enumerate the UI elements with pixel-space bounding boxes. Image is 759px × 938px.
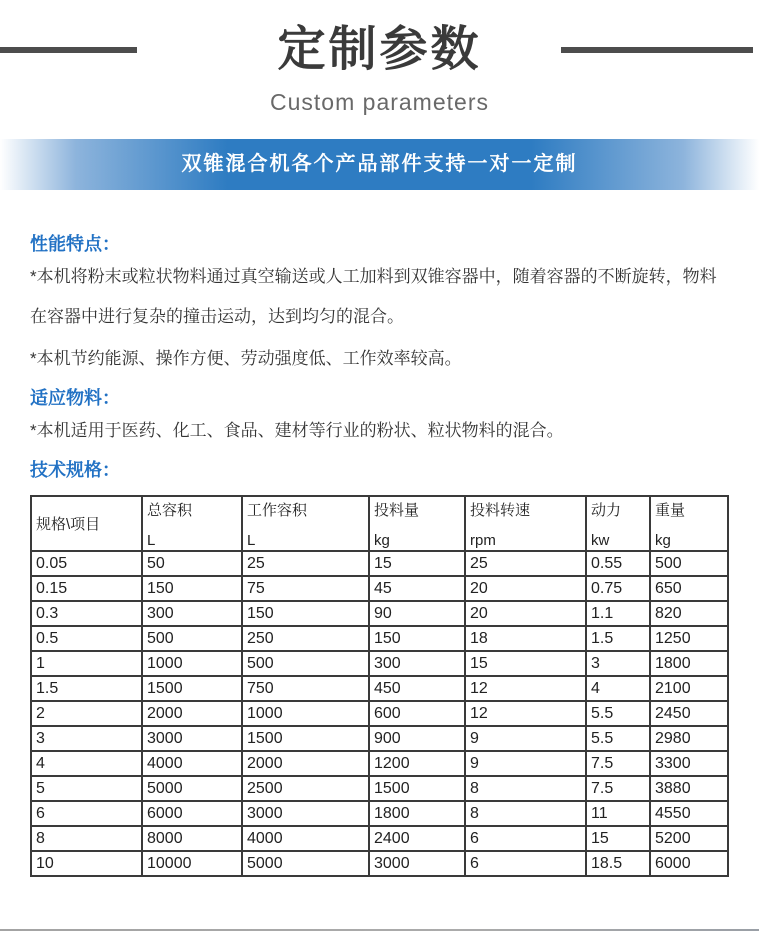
table-cell: 8: [31, 826, 142, 851]
table-cell: 6: [465, 851, 586, 876]
table-cell: 450: [369, 676, 465, 701]
table-cell: 15: [465, 651, 586, 676]
table-cell: 9: [465, 751, 586, 776]
table-cell: 6000: [650, 851, 728, 876]
content: [0, 233, 759, 877]
table-cell: 4: [31, 751, 142, 776]
table-cell: 150: [369, 626, 465, 651]
table-cell: 0.5: [31, 626, 142, 651]
table-cell: 2: [31, 701, 142, 726]
table-cell: 8: [465, 801, 586, 826]
table-cell: 6: [465, 826, 586, 851]
table-header-cell: [586, 496, 650, 551]
table-cell: 1000: [142, 651, 242, 676]
bottom-divider: [0, 929, 759, 931]
table-cell: 8000: [142, 826, 242, 851]
page-title: 定制参数: [277, 23, 482, 76]
table-cell: 2100: [650, 676, 728, 701]
table-header-cell: [242, 496, 369, 551]
table-cell: 1.5: [31, 676, 142, 701]
table-cell: 2000: [142, 701, 242, 726]
column-name: 投料量: [374, 501, 420, 519]
table-cell: 5.5: [586, 726, 650, 751]
table-cell: 8: [465, 776, 586, 801]
table-cell: 4550: [650, 801, 728, 826]
table-cell: 3: [31, 726, 142, 751]
table-cell: 300: [142, 601, 242, 626]
table-cell: 750: [242, 676, 369, 701]
column-name: 规格\项目: [36, 516, 101, 533]
table-cell: 1.5: [586, 626, 650, 651]
table-cell: 3000: [242, 801, 369, 826]
column-unit: rpm: [470, 531, 496, 549]
table-cell: 300: [369, 651, 465, 676]
table-cell: 1: [31, 651, 142, 676]
column-unit: kg: [374, 531, 390, 549]
table-cell: 12: [465, 701, 586, 726]
table-row: [31, 551, 728, 576]
table-cell: 25: [242, 551, 369, 576]
materials-paragraph: *本机适用于医药、化工、食品、建材等行业的粉状、粒状物料的混合。: [30, 421, 564, 440]
performance-paragraph-1: *本机将粉末或粒状物料通过真空输送或人工加料到双锥容器中，随着容器的不断旋转，物料在容器中进行复杂的撞击运动，达到均匀的混合。: [30, 267, 717, 326]
table-cell: 5.5: [586, 701, 650, 726]
performance-paragraph-2: *本机节约能源、操作方便、劳动强度低、工作效率较高。: [30, 349, 462, 368]
column-unit: kw: [591, 531, 610, 549]
table-cell: 500: [242, 651, 369, 676]
table-cell: 90: [369, 601, 465, 626]
table-cell: 18.5: [586, 851, 650, 876]
table-cell: 4000: [242, 826, 369, 851]
table-cell: 45: [369, 576, 465, 601]
table-cell: 12: [465, 676, 586, 701]
table-cell: 500: [142, 626, 242, 651]
column-unit: L: [147, 531, 156, 549]
column-name: 总容积: [147, 501, 193, 519]
table-row: [31, 776, 728, 801]
page-subtitle: Custom parameters: [270, 89, 489, 115]
table-header-cell: [650, 496, 728, 551]
table-cell: 1200: [369, 751, 465, 776]
table-row: [31, 826, 728, 851]
table-cell: 150: [242, 601, 369, 626]
table-cell: 5000: [142, 776, 242, 801]
table-cell: 11: [586, 801, 650, 826]
table-row: [31, 626, 728, 651]
table-cell: 3: [586, 651, 650, 676]
spec-table-head: [31, 496, 728, 551]
table-cell: 0.3: [31, 601, 142, 626]
table-cell: 5: [31, 776, 142, 801]
table-cell: 900: [369, 726, 465, 751]
table-cell: 2500: [242, 776, 369, 801]
table-row: [31, 801, 728, 826]
table-cell: 3000: [142, 726, 242, 751]
banner: [0, 139, 759, 190]
table-cell: 7.5: [586, 751, 650, 776]
table-cell: 3000: [369, 851, 465, 876]
table-header-row: [31, 496, 728, 551]
table-cell: 7.5: [586, 776, 650, 801]
table-row: [31, 701, 728, 726]
table-cell: 6: [31, 801, 142, 826]
table-cell: 4: [586, 676, 650, 701]
table-cell: 3300: [650, 751, 728, 776]
table-row: [31, 576, 728, 601]
table-header-cell: [142, 496, 242, 551]
table-cell: 20: [465, 576, 586, 601]
spec-table: [30, 495, 729, 877]
table-cell: 1.1: [586, 601, 650, 626]
table-row: [31, 751, 728, 776]
table-row: [31, 851, 728, 876]
table-cell: 0.05: [31, 551, 142, 576]
column-name: 工作容积: [247, 501, 308, 519]
table-cell: 75: [242, 576, 369, 601]
column-name: 投料转速: [470, 501, 531, 519]
page-header: [0, 0, 759, 116]
table-cell: 18: [465, 626, 586, 651]
table-cell: 1500: [242, 726, 369, 751]
table-cell: 50: [142, 551, 242, 576]
column-unit: L: [247, 531, 256, 549]
table-cell: 1500: [369, 776, 465, 801]
table-row: [31, 601, 728, 626]
table-row: [31, 651, 728, 676]
table-cell: 150: [142, 576, 242, 601]
table-header-cell: [369, 496, 465, 551]
banner-text: 双锥混合机各个产品部件支持一对一定制: [181, 153, 578, 175]
table-cell: 2000: [242, 751, 369, 776]
section-heading-specs: 技术规格：: [30, 460, 120, 480]
table-cell: 10: [31, 851, 142, 876]
table-header-cell: [31, 496, 142, 551]
table-cell: 650: [650, 576, 728, 601]
table-row: [31, 726, 728, 751]
table-cell: 2400: [369, 826, 465, 851]
table-cell: 10000: [142, 851, 242, 876]
column-name: 重量: [655, 501, 686, 519]
table-cell: 1500: [142, 676, 242, 701]
table-cell: 15: [586, 826, 650, 851]
table-cell: 2980: [650, 726, 728, 751]
table-cell: 250: [242, 626, 369, 651]
table-cell: 500: [650, 551, 728, 576]
table-cell: 5000: [242, 851, 369, 876]
header-divider-left: [0, 47, 137, 53]
section-heading-performance: 性能特点：: [30, 234, 120, 254]
table-cell: 20: [465, 601, 586, 626]
column-name: 动力: [591, 501, 622, 519]
table-cell: 3880: [650, 776, 728, 801]
table-cell: 600: [369, 701, 465, 726]
table-cell: 2450: [650, 701, 728, 726]
table-cell: 0.55: [586, 551, 650, 576]
table-row: [31, 676, 728, 701]
table-cell: 0.75: [586, 576, 650, 601]
table-cell: 0.15: [31, 576, 142, 601]
table-header-cell: [465, 496, 586, 551]
table-cell: 1800: [369, 801, 465, 826]
table-cell: 1000: [242, 701, 369, 726]
table-cell: 4000: [142, 751, 242, 776]
column-unit: kg: [655, 531, 671, 549]
table-cell: 1250: [650, 626, 728, 651]
header-divider-right: [561, 47, 753, 53]
section-heading-materials: 适应物料：: [30, 388, 120, 408]
table-cell: 25: [465, 551, 586, 576]
table-cell: 5200: [650, 826, 728, 851]
table-cell: 820: [650, 601, 728, 626]
table-cell: 6000: [142, 801, 242, 826]
table-cell: 9: [465, 726, 586, 751]
spec-table-body: [31, 551, 728, 876]
table-cell: 1800: [650, 651, 728, 676]
table-cell: 15: [369, 551, 465, 576]
